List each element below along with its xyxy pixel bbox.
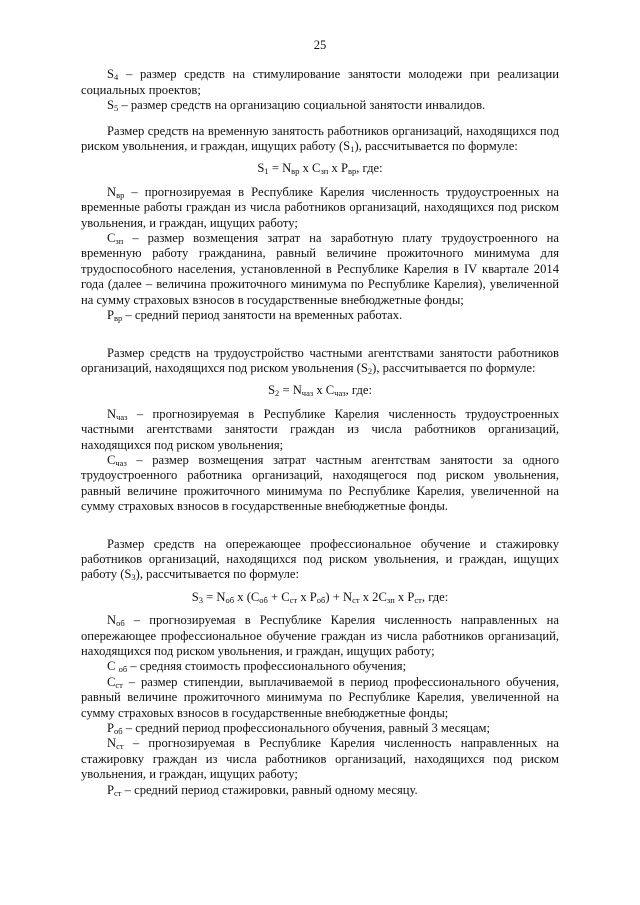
paragraph: [81, 675, 559, 721]
text-run: Размер средств на временную занятость работников организаций, находящихся под риском увольнения, и граждан, ищущих работу (S: [81, 123, 559, 154]
paragraph: [81, 453, 559, 515]
formula: [81, 161, 559, 176]
text-run: , где:: [356, 161, 383, 176]
subscript: об: [316, 594, 326, 605]
paragraph: [81, 783, 559, 798]
text-run: x C: [313, 383, 335, 398]
paragraph: [81, 308, 559, 323]
text-run: = N: [279, 383, 302, 398]
subscript: 5: [114, 103, 119, 114]
subscript: вр: [116, 189, 125, 200]
text-run: C: [107, 231, 116, 246]
subscript: 3: [198, 594, 204, 605]
paragraph: [81, 407, 559, 453]
text-run: – размер стипендии, выплачиваемой в период профессионального обучения, равный величине прожиточного минимума по Республике Карелия, увеличенной на сумму страховых взносов в государственные внебюджетные фонды;: [81, 674, 559, 720]
text-run: – прогнозируемая в Республике Карелия численность трудоустроенных на временные работы граждан из числа работников организаций, находящихся под риском увольнения, и граждан, ищущих работу;: [81, 184, 559, 230]
document-body: [81, 67, 559, 798]
subscript: зп: [386, 594, 395, 605]
subscript: об: [118, 664, 128, 675]
paragraph: [81, 231, 559, 308]
paragraph: [81, 537, 559, 583]
text-run: – размер средств на организацию социальной занятости инвалидов.: [118, 98, 486, 113]
text-run: x (C: [234, 589, 260, 604]
text-run: S: [257, 161, 265, 176]
paragraph: [81, 67, 559, 98]
text-run: = N: [268, 161, 292, 176]
subscript: об: [259, 594, 268, 605]
subscript: 2: [275, 388, 280, 399]
text-run: – прогнозируемая в Республике Карелия численность направленных на стажировку граждан из числа работников организаций, находящихся под риском увольнения, и граждан, ищущих работу;: [81, 736, 559, 782]
text-run: S: [191, 589, 199, 604]
formula: [81, 590, 559, 605]
text-run: – прогнозируемая в Республике Карелия численность трудоустроенных частными агентствами занятости граждан из числа работников организаций, находящихся под риском увольнения;: [81, 406, 559, 452]
subscript: зп: [115, 236, 124, 247]
text-run: x P: [328, 161, 348, 176]
text-run: C: [107, 659, 119, 674]
text-run: x C: [299, 161, 321, 176]
subscript: ст: [352, 594, 360, 605]
text-run: – прогнозируемая в Республике Карелия численность направленных на опережающее профессиональное обучение граждан из числа работников организаций, находящихся под риском увольнения, и граждан, ищущих работу;: [81, 613, 559, 658]
page-number: 25: [313, 38, 327, 52]
subscript: чаз: [301, 388, 314, 399]
paragraph: [81, 721, 559, 736]
subscript: 3: [131, 572, 136, 583]
subscript: чаз: [334, 388, 346, 399]
text-run: P: [107, 308, 115, 323]
text-run: ), рассчитывается по формуле:: [354, 139, 518, 154]
text-run: – размер возмещения затрат на заработную плату трудоустроенного на временную работу гражданина, равный величине прожиточного минимума для трудоспособного населения, установленной в Республике Карелия в IV квартале 2014 года (далее – величина прожиточного минимума по Республике Карелия), увеличенной на сумму страховых взносов в государственные внебюджетные фонды;: [81, 231, 559, 307]
text-run: – средний период стажировки, равный одному месяцу.: [121, 782, 418, 797]
paragraph: [81, 185, 559, 231]
text-run: N: [107, 736, 117, 751]
text-run: ), рассчитывается по формуле:: [135, 567, 299, 582]
text-run: , где:: [345, 383, 372, 398]
subscript: вр: [114, 313, 123, 324]
subscript: ст: [115, 679, 123, 690]
paragraph: [81, 124, 559, 155]
text-run: S: [107, 98, 115, 113]
text-run: = N: [203, 589, 226, 604]
subscript: 2: [367, 365, 373, 376]
subscript: вр: [347, 166, 357, 177]
subscript: ст: [116, 741, 124, 752]
text-run: – размер средств на стимулирование занятости молодежи при реализации социальных проектов;: [81, 67, 559, 97]
text-run: – средний период занятости на временных работах.: [122, 308, 403, 323]
text-run: – размер возмещения затрат частным агентствам занятости за одного трудоустроенного работника организаций, находящегося под риском увольнения, равный величине прожиточного минимума по Республике Карелия, увеличенной на сумму страховых взносов в государственные внебюджетные фонды.: [81, 452, 559, 514]
text-run: C: [107, 674, 116, 689]
subscript: об: [114, 726, 123, 737]
text-run: x P: [394, 589, 415, 604]
text-run: x 2C: [359, 589, 387, 604]
text-run: N: [107, 406, 117, 421]
text-run: Размер средств на опережающее профессиональное обучение и стажировку работников организаций, находящихся под риском увольнения, и граждан, ищущих работу (S: [81, 536, 559, 582]
text-run: , где:: [421, 589, 449, 604]
text-run: + C: [267, 589, 290, 604]
paragraph: [81, 346, 559, 377]
text-run: ) + N: [325, 589, 353, 604]
subscript: ст: [414, 594, 422, 605]
subscript: зп: [320, 166, 329, 177]
text-run: P: [107, 782, 115, 797]
text-run: C: [107, 452, 116, 467]
subscript: вр: [291, 166, 300, 177]
text-run: S: [107, 67, 115, 82]
subscript: 4: [114, 72, 119, 83]
paragraph: [81, 98, 559, 113]
subscript: чаз: [115, 457, 127, 468]
formula: [81, 383, 559, 398]
text-run: x P: [297, 589, 317, 604]
paragraph: [81, 736, 559, 782]
text-run: – средняя стоимость профессионального обучения;: [127, 659, 407, 674]
text-run: – средний период профессионального обучения, равный 3 месяцам;: [122, 721, 490, 736]
subscript: об: [116, 618, 125, 629]
subscript: 1: [264, 166, 269, 177]
text-run: N: [107, 613, 117, 628]
subscript: чаз: [116, 411, 128, 422]
text-run: P: [107, 721, 115, 736]
text-run: ), рассчитывается по формуле:: [372, 360, 536, 375]
text-run: Размер средств на трудоустройство частными агентствами занятости работников организаций, находящихся под риском увольнения (S: [81, 345, 559, 375]
text-run: S: [268, 383, 276, 398]
paragraph: [81, 659, 559, 674]
subscript: ст: [289, 594, 298, 605]
subscript: об: [225, 594, 235, 605]
paragraph: [81, 613, 559, 659]
subscript: ст: [114, 787, 122, 798]
text-run: N: [107, 184, 117, 199]
subscript: 1: [350, 144, 355, 155]
